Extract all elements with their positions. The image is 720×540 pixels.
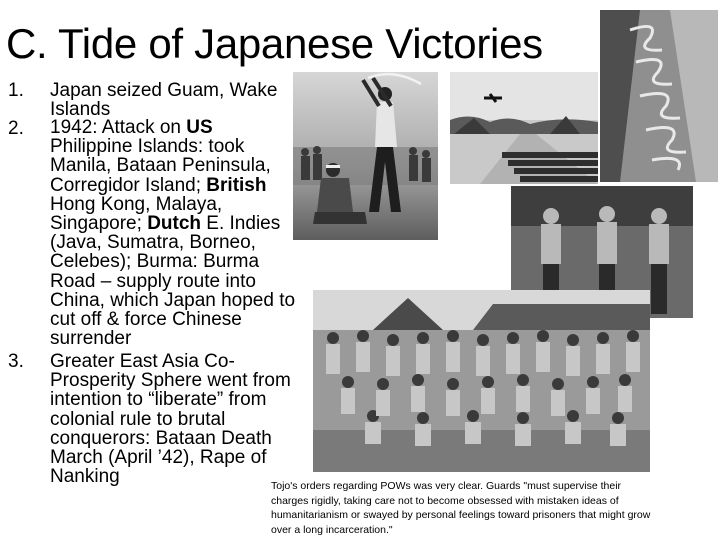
item-number: 3. <box>8 351 24 372</box>
item-text: 1942: Attack on <box>50 117 187 138</box>
item-text: Philippine Islands: took Manila, Bataan Peninsula, Corregidor Island; <box>50 136 271 196</box>
item-text-bold: British <box>206 174 267 196</box>
item-text: E. Indies (Java, Sumatra, Borneo, Celebes); Burma: Burma Road – supply route into China, which Japan hoped to cut off & force Chinese surrender <box>50 213 296 350</box>
item-number: 2. <box>8 118 24 139</box>
photo-caption: Tojo's orders regarding POWs was very clear. Guards "must supervise their charges rigidly, taking care not to become obsessed with mistaken ideas of humanitarianism or swayed by personal feelings toward prisoners that might grow over a long incarceration." <box>271 480 651 536</box>
slide-title: C. Tide of Japanese Victories <box>6 20 543 67</box>
item-number: 1. <box>8 80 24 101</box>
list-item: Japan seized Guam, Wake Islands <box>50 80 278 121</box>
prisoner-march-photo <box>450 72 598 184</box>
pow-group-photo <box>313 290 650 472</box>
execution-photo <box>293 72 438 240</box>
mountain-road-photo <box>600 10 718 182</box>
item-text-bold: US <box>186 117 213 138</box>
item-text: Hong Kong, Malaya, Singapore; <box>50 193 223 235</box>
list-item: Greater East Asia Co- Prosperity Sphere went from intention to “liberate” from colonial rule to brutal conquerors: Bataan Death March (April ’42), Rape of Nanking <box>50 351 291 488</box>
list-item <box>50 118 295 348</box>
item-text-bold: Dutch <box>147 213 202 235</box>
